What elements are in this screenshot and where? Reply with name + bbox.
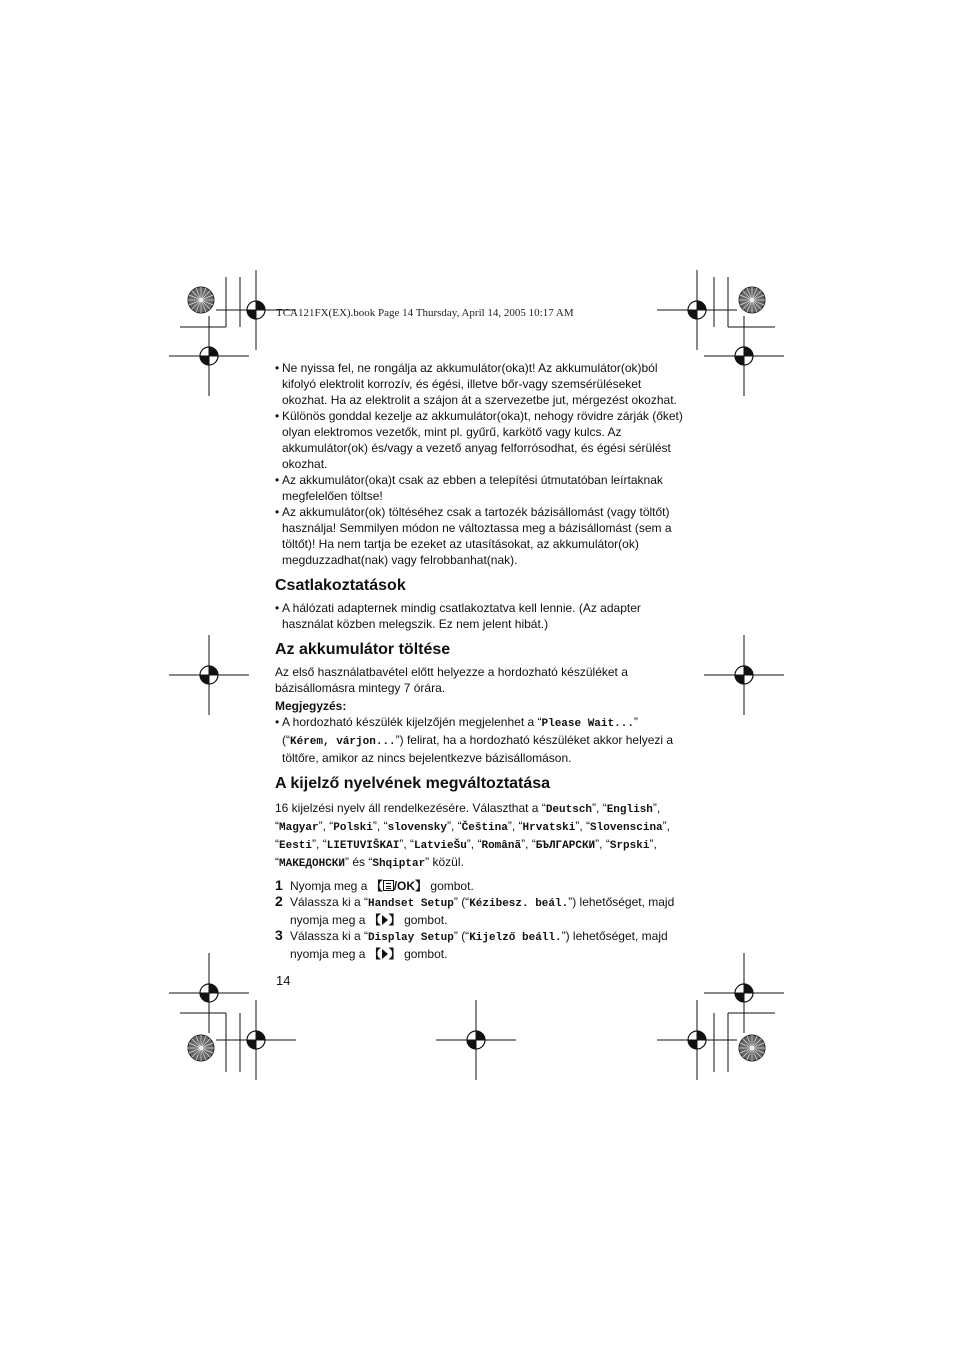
display-text-kezibesz-beal: Kézibesz. beál. xyxy=(469,898,569,910)
menu-ok-key: 【 /OK】 xyxy=(370,879,428,893)
language-option: Românã xyxy=(481,840,522,852)
connections-bullet: • A hálózati adapternek mindig csatlakoztatva kell lennie. (Az adapter használat közben melegszik. Ez nem jelent hibát.) xyxy=(275,600,685,632)
warning-item: • Az akkumulátor(ok) töltéséhez csak a tartozék bázisállomást (vagy töltőt) használja! Semmilyen módon ne változtassa meg a bázisállomást (sem a töltőt)! Ha nem tartja be ezeket az utasításokat, az akkumulátor(ok) megduzzadhat(nak) vagy felrobbanhat(nak). xyxy=(275,504,685,568)
page-content xyxy=(275,360,685,962)
language-option: Čeština xyxy=(461,822,508,834)
display-text-please-wait: Please Wait... xyxy=(541,718,634,730)
step-text: gombot. xyxy=(400,947,448,961)
note-text: ” (“ xyxy=(282,715,638,747)
language-separator: , xyxy=(470,837,478,851)
registration-mark-icon xyxy=(169,953,249,1033)
warning-list xyxy=(275,360,685,568)
star-target-icon xyxy=(188,287,214,313)
language-separator: , xyxy=(599,837,606,851)
display-text-kerem-varjon: Kérem, várjon... xyxy=(290,736,396,748)
warning-item: • Ne nyissa fel, ne rongálja az akkumulátor(oka)t! Az akkumulátor(ok)ból kifolyó elektrolit korrozív, és égési, illetve bőr-vagy szemsérüléseket okozhat. Ha az elektrolit a szájon át a szervezetbe jut, mérgezést okozhat. xyxy=(275,360,685,408)
language-option: English xyxy=(606,804,653,816)
display-text-display-setup: Display Setup xyxy=(368,932,454,944)
language-separator: és xyxy=(349,855,369,869)
display-text-kijelzo-beall: Kijelző beáll. xyxy=(469,932,562,944)
step-3 xyxy=(275,928,685,962)
language-option: Shqiptar xyxy=(372,858,426,870)
step-text: ”) lehetőséget, majd nyomja meg a xyxy=(290,929,668,961)
star-target-icon xyxy=(739,1035,765,1061)
language-option: LatvieŠu xyxy=(413,840,467,852)
language-heading: A kijelző nyelvének megváltoztatása xyxy=(275,775,551,792)
registration-mark-icon xyxy=(169,316,249,396)
warning-item: • Különös gonddal kezelje az akkumulátor(oka)t, nehogy rövidre zárják (őket) olyan elektromos vezetők, mint pl. gyűrű, karkötő vagy kulcs. Az akkumulátor(ok) és/vagy a vezető anyag felforrósodhat, és égési sérülést okozhat. xyxy=(275,408,685,472)
step-list xyxy=(275,878,685,962)
menu-icon xyxy=(383,880,394,891)
note-text: A hordozható készülék kijelzőjén megjelenhet a “ xyxy=(282,715,542,729)
charging-heading: Az akkumulátor töltése xyxy=(275,641,451,658)
language-list-paragraph xyxy=(275,800,685,872)
connections-heading: Csatlakoztatások xyxy=(275,577,406,594)
language-option: Magyar xyxy=(279,822,319,834)
star-target-icon xyxy=(188,1035,214,1061)
registration-mark-icon xyxy=(704,953,784,1033)
language-option: Hrvatski xyxy=(522,822,576,834)
step-text: Válassza ki a “ xyxy=(290,895,369,909)
step-number: 1 xyxy=(275,877,283,893)
language-option: Polski xyxy=(333,822,373,834)
registration-mark-icon xyxy=(704,316,784,396)
step-text: Válassza ki a “ xyxy=(290,929,369,943)
language-separator: , xyxy=(656,801,661,815)
step-text: ” (“ xyxy=(453,929,470,943)
language-option: МАКЕДОНСКИ xyxy=(279,858,346,870)
warning-item: • Az akkumulátor(oka)t csak az ebben a telepítési útmutatóban leírtaknak megfelelően töltse! xyxy=(275,472,685,504)
step-text: Nyomja meg a xyxy=(290,879,371,893)
language-separator: , xyxy=(511,819,519,833)
star-target-icon xyxy=(739,287,765,313)
display-text-handset-setup: Handset Setup xyxy=(368,898,454,910)
registration-mark-icon xyxy=(169,635,249,715)
registration-mark-icon xyxy=(704,635,784,715)
language-option: Srpski xyxy=(609,840,650,852)
language-option: БЪЛГАРСКИ xyxy=(535,840,596,852)
step-1 xyxy=(275,878,685,894)
step-text: gombot. xyxy=(400,913,448,927)
step-text: gombot. xyxy=(427,879,474,893)
language-outro: közül. xyxy=(429,855,464,869)
key-label: /OK xyxy=(393,879,416,893)
language-separator: , xyxy=(316,837,323,851)
language-separator: , xyxy=(322,819,330,833)
language-intro: 16 kijelzési nyelv áll rendelkezésére. Választhat a xyxy=(275,801,542,815)
language-option: slovensky xyxy=(387,822,447,834)
language-option: Deutsch xyxy=(545,804,593,816)
book-header-info: TCA121FX(EX).book Page 14 Thursday, April 14, 2005 10:17 AM xyxy=(276,307,574,319)
language-separator: , xyxy=(376,819,384,833)
right-key: 【 】 xyxy=(368,913,401,927)
registration-mark-icon xyxy=(657,270,737,350)
step-text: ” (“ xyxy=(453,895,470,909)
step-2 xyxy=(275,894,685,928)
language-separator: , xyxy=(596,801,603,815)
language-separator: , xyxy=(403,837,410,851)
page-number: 14 xyxy=(276,973,291,988)
language-options: “Deutsch”, “English”, “Magyar”, “Polski”, “slovensky”, “Čeština”, “Hrvatski”, “Slovenscina”, “Eesti”, “LIETUVIŠKAI”, “LatvieŠu”, “Românã”, “БЪЛГАРСКИ”, “Srpski”, “МАКЕДОНСКИ” és “Shqiptar” xyxy=(275,801,670,870)
language-option: Eesti xyxy=(279,840,313,852)
language-separator: , xyxy=(579,819,587,833)
language-option: Slovenscina xyxy=(590,822,663,834)
language-separator: , xyxy=(525,837,532,851)
right-arrow-icon xyxy=(382,949,388,959)
note-bullet xyxy=(275,714,685,766)
language-separator: , xyxy=(450,819,458,833)
note-label: Megjegyzés: xyxy=(275,699,347,713)
language-separator: , xyxy=(653,837,657,851)
registration-mark-icon xyxy=(216,1000,296,1080)
registration-mark-icon xyxy=(657,1000,737,1080)
language-separator: , xyxy=(666,819,670,833)
step-number: 3 xyxy=(275,927,283,943)
registration-mark-icon xyxy=(436,1000,516,1080)
note-text: ”) felirat, ha a hordozható készüléket akkor helyezi a töltőre, amikor az nincs bejelentkezve bázisállomáson. xyxy=(282,733,674,765)
step-text: ”) lehetőséget, majd nyomja meg a xyxy=(290,895,675,927)
right-arrow-icon xyxy=(382,915,388,925)
charging-text: Az első használatbavétel előtt helyezze a hordozható készüléket a bázisállomásra mintegy 7 órára. xyxy=(275,665,628,695)
language-option: LIETUVIŠKAI xyxy=(326,840,400,852)
right-key: 【 】 xyxy=(368,947,401,961)
step-number: 2 xyxy=(275,893,283,909)
